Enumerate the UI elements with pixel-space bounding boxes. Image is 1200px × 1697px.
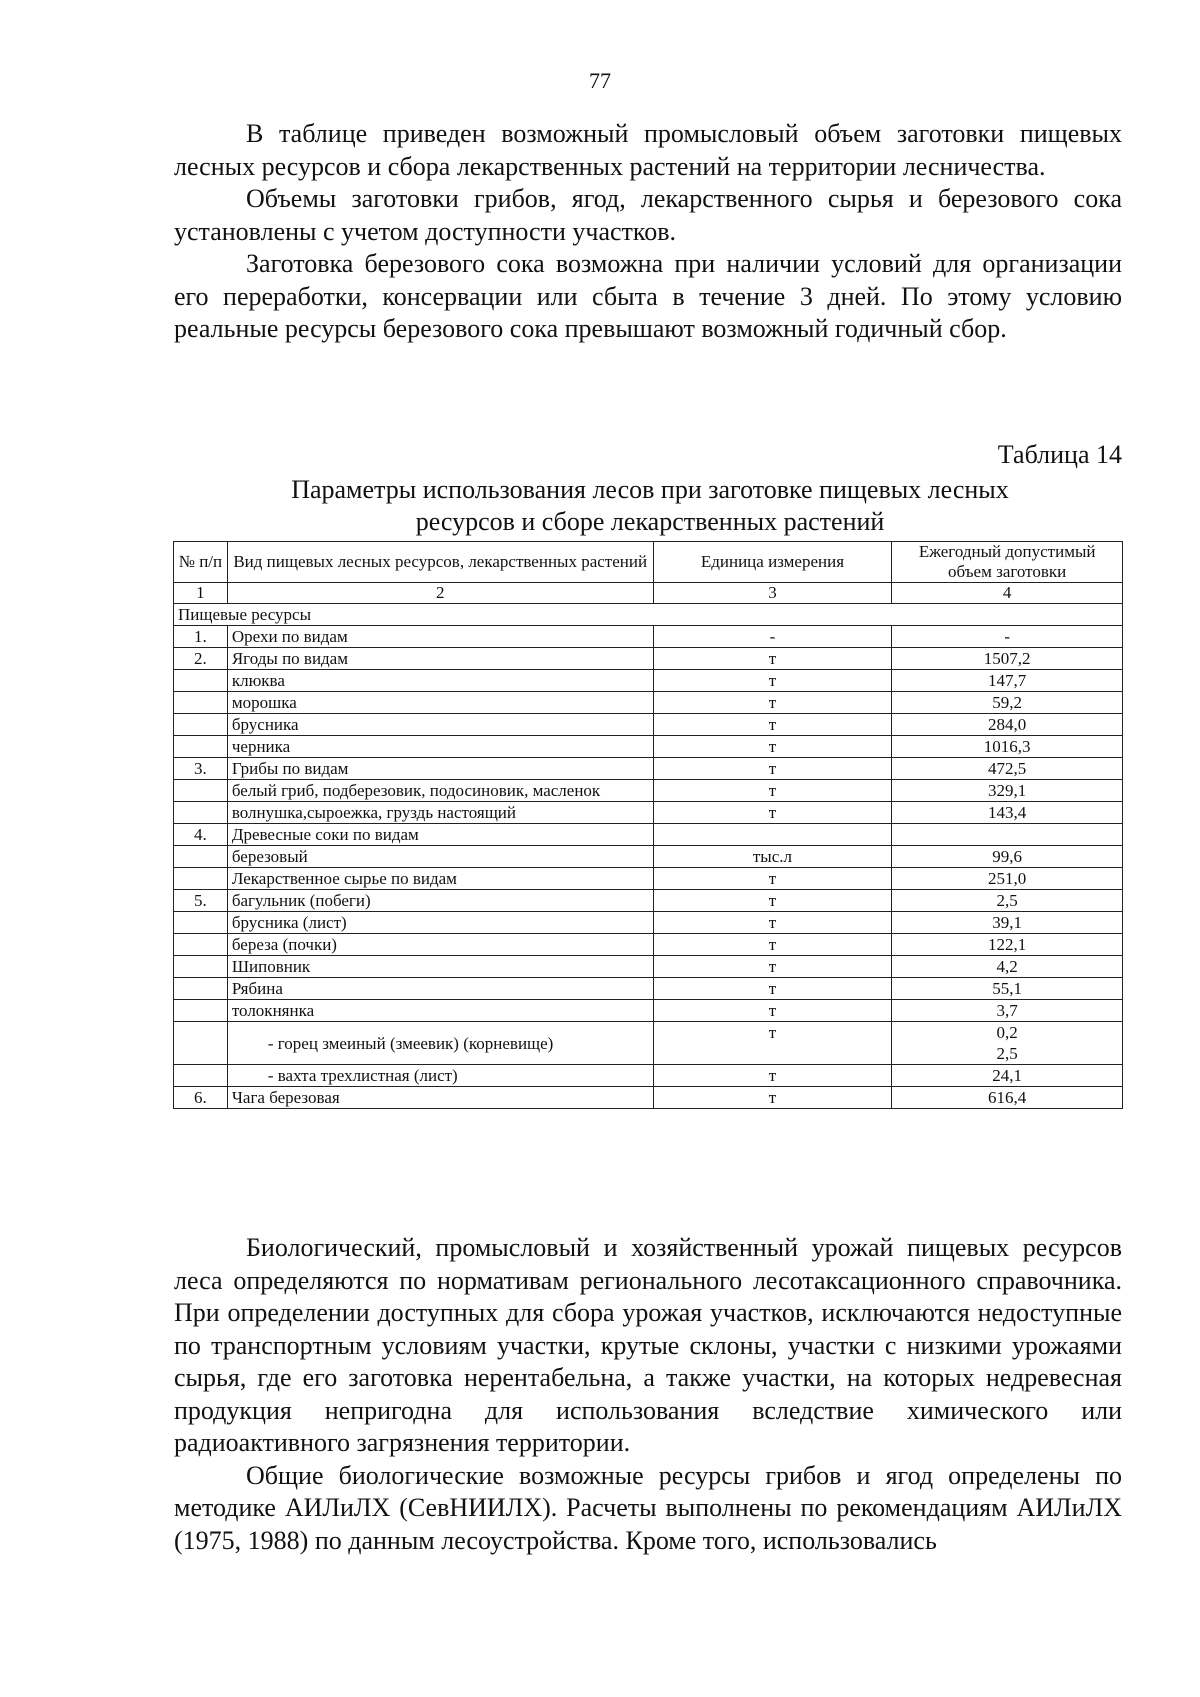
unit-cell: т bbox=[653, 692, 892, 714]
unit-cell bbox=[653, 824, 892, 846]
resource-name: Чага березовая bbox=[227, 1087, 653, 1109]
value-cell: 143,4 bbox=[892, 802, 1123, 824]
table-row bbox=[174, 868, 1123, 890]
body-text bbox=[174, 1232, 1122, 1557]
table-row bbox=[174, 824, 1123, 846]
value-line: 2,5 bbox=[996, 1044, 1018, 1063]
value-cell: 251,0 bbox=[892, 868, 1123, 890]
table-row bbox=[174, 1065, 1123, 1087]
paragraph: Биологический, промысловый и хозяйственный урожай пищевых ресурсов леса определяются по нормативам регионального лесотаксационного справочника. При определении доступных для сбора урожая участков, исключаются недоступные по транспортным условиям участки, крутые склоны, участки с низкими урожаями сырья, где его заготовка нерентабельна, а также участки, на которых недревесная продукция непригодна для использования вследствие химического или радиоактивного загрязнения территории. bbox=[174, 1233, 1122, 1457]
header-cell: № п/п bbox=[174, 542, 228, 583]
resource-name: Лекарственное сырье по видам bbox=[227, 868, 653, 890]
resource-name: березовый bbox=[227, 846, 653, 868]
row-number: 4. bbox=[174, 824, 228, 846]
paragraph: Общие биологические возможные ресурсы грибов и ягод определены по методике АИЛиЛХ (СевНИИЛХ). Расчеты выполнены по рекомендациям АИЛиЛХ (1975, 1988) по данным лесоустройства. Кроме того, использовались bbox=[174, 1460, 1122, 1555]
resource-name: брусника bbox=[227, 714, 653, 736]
unit-cell: т bbox=[653, 934, 892, 956]
row-number: 2. bbox=[174, 648, 228, 670]
value-cell: 147,7 bbox=[892, 670, 1123, 692]
resource-name: волнушка,сыроежка, груздь настоящий bbox=[227, 802, 653, 824]
unit-cell: т bbox=[653, 890, 892, 912]
unit-cell: т bbox=[653, 956, 892, 978]
resource-name: черника bbox=[227, 736, 653, 758]
row-number bbox=[174, 692, 228, 714]
unit-cell: т bbox=[653, 912, 892, 934]
value-cell: 1016,3 bbox=[892, 736, 1123, 758]
resource-name: багульник (побеги) bbox=[227, 890, 653, 912]
row-number bbox=[174, 868, 228, 890]
row-number bbox=[174, 670, 228, 692]
table-row bbox=[174, 956, 1123, 978]
resource-name: толокнянка bbox=[227, 1000, 653, 1022]
section-row bbox=[174, 604, 1123, 626]
row-number bbox=[174, 846, 228, 868]
row-number bbox=[174, 912, 228, 934]
table-row bbox=[174, 714, 1123, 736]
unit-cell: т bbox=[653, 1022, 892, 1065]
row-number bbox=[174, 780, 228, 802]
value-cell: 284,0 bbox=[892, 714, 1123, 736]
resource-name: морошка bbox=[227, 692, 653, 714]
unit-cell: т bbox=[653, 1065, 892, 1087]
table-row bbox=[174, 670, 1123, 692]
page-number: 77 bbox=[589, 68, 611, 93]
table-row bbox=[174, 648, 1123, 670]
row-number bbox=[174, 1000, 228, 1022]
header-cell: Ежегодный допустимый объем заготовки bbox=[892, 542, 1123, 583]
resources-table bbox=[173, 541, 1123, 1109]
row-number bbox=[174, 956, 228, 978]
unit-cell: т bbox=[653, 736, 892, 758]
value-cell: 3,7 bbox=[892, 1000, 1123, 1022]
row-number bbox=[174, 934, 228, 956]
resource-name: белый гриб, подберезовик, подосиновик, масленок bbox=[227, 780, 653, 802]
resource-name: - вахта трехлистная (лист) bbox=[227, 1065, 653, 1087]
table-row bbox=[174, 846, 1123, 868]
resource-name: клюква bbox=[227, 670, 653, 692]
value-cell: 55,1 bbox=[892, 978, 1123, 1000]
row-number bbox=[174, 1022, 228, 1065]
unit-cell: т bbox=[653, 758, 892, 780]
unit-cell: т bbox=[653, 648, 892, 670]
unit-cell: т bbox=[653, 714, 892, 736]
value-cell: - bbox=[892, 626, 1123, 648]
table-row bbox=[174, 912, 1123, 934]
table-row bbox=[174, 934, 1123, 956]
value-cell: 616,4 bbox=[892, 1087, 1123, 1109]
resource-name: Рябина bbox=[227, 978, 653, 1000]
paragraph: Объемы заготовки грибов, ягод, лекарственного сырья и березового сока установлены с учетом доступности участков. bbox=[174, 184, 1122, 246]
resource-name: Орехи по видам bbox=[227, 626, 653, 648]
column-number-row bbox=[174, 583, 1123, 604]
unit-cell: т bbox=[653, 978, 892, 1000]
value-cell: 329,1 bbox=[892, 780, 1123, 802]
table-row bbox=[174, 890, 1123, 912]
column-number: 1 bbox=[174, 583, 228, 604]
column-number: 3 bbox=[653, 583, 892, 604]
table-body bbox=[174, 626, 1123, 1109]
value-line: 0,2 bbox=[996, 1023, 1018, 1042]
table-row bbox=[174, 1000, 1123, 1022]
row-number: 6. bbox=[174, 1087, 228, 1109]
unit-cell: т bbox=[653, 1087, 892, 1109]
unit-cell: т bbox=[653, 1000, 892, 1022]
table-row bbox=[174, 780, 1123, 802]
resource-name: Древесные соки по видам bbox=[227, 824, 653, 846]
table-row bbox=[174, 1022, 1123, 1065]
table-row bbox=[174, 736, 1123, 758]
resource-name: Ягоды по видам bbox=[227, 648, 653, 670]
section-label: Пищевые ресурсы bbox=[174, 604, 1123, 626]
value-cell: 59,2 bbox=[892, 692, 1123, 714]
header-cell: Единица измерения bbox=[653, 542, 892, 583]
row-number: 3. bbox=[174, 758, 228, 780]
table-row bbox=[174, 626, 1123, 648]
row-number bbox=[174, 714, 228, 736]
value-cell: 4,2 bbox=[892, 956, 1123, 978]
value-cell bbox=[892, 1022, 1123, 1065]
value-cell bbox=[892, 824, 1123, 846]
row-number bbox=[174, 978, 228, 1000]
value-cell: 39,1 bbox=[892, 912, 1123, 934]
row-number bbox=[174, 736, 228, 758]
table-row bbox=[174, 978, 1123, 1000]
row-number bbox=[174, 1065, 228, 1087]
table-row bbox=[174, 1087, 1123, 1109]
unit-cell: т bbox=[653, 868, 892, 890]
value-cell: 1507,2 bbox=[892, 648, 1123, 670]
header-cell: Вид пищевых лесных ресурсов, лекарственных растений bbox=[227, 542, 653, 583]
value-cell: 2,5 bbox=[892, 890, 1123, 912]
table-row bbox=[174, 692, 1123, 714]
paragraph: В таблице приведен возможный промысловый объем заготовки пищевых лесных ресурсов и сбора лекарственных растений на территории лесничества. bbox=[174, 119, 1122, 181]
unit-cell: - bbox=[653, 626, 892, 648]
value-cell: 472,5 bbox=[892, 758, 1123, 780]
row-number: 5. bbox=[174, 890, 228, 912]
resource-name: Шиповник bbox=[227, 956, 653, 978]
resource-name: береза (почки) bbox=[227, 934, 653, 956]
resource-name: Грибы по видам bbox=[227, 758, 653, 780]
value-cell: 99,6 bbox=[892, 846, 1123, 868]
row-number: 1. bbox=[174, 626, 228, 648]
resource-name: брусника (лист) bbox=[227, 912, 653, 934]
row-number bbox=[174, 802, 228, 824]
unit-cell: т bbox=[653, 670, 892, 692]
table-header-row bbox=[174, 542, 1123, 583]
table-row bbox=[174, 758, 1123, 780]
table-title: Параметры использования лесов при заготовке пищевых лесных ресурсов и сборе лекарственных растений bbox=[291, 475, 1009, 536]
intro-text bbox=[174, 118, 1122, 346]
column-number: 4 bbox=[892, 583, 1123, 604]
table-caption: Таблица 14 bbox=[997, 440, 1122, 469]
value-cell: 122,1 bbox=[892, 934, 1123, 956]
unit-cell: т bbox=[653, 780, 892, 802]
resource-name: - горец змеиный (змеевик) (корневище) bbox=[227, 1022, 653, 1065]
paragraph: Заготовка березового сока возможна при наличии условий для организации его переработки, консервации или сбыта в течение 3 дней. По этому условию реальные ресурсы березового сока превышают возможный годичный сбор. bbox=[174, 249, 1122, 343]
unit-cell: тыс.л bbox=[653, 846, 892, 868]
table-row bbox=[174, 802, 1123, 824]
unit-cell: т bbox=[653, 802, 892, 824]
value-cell: 24,1 bbox=[892, 1065, 1123, 1087]
column-number: 2 bbox=[227, 583, 653, 604]
